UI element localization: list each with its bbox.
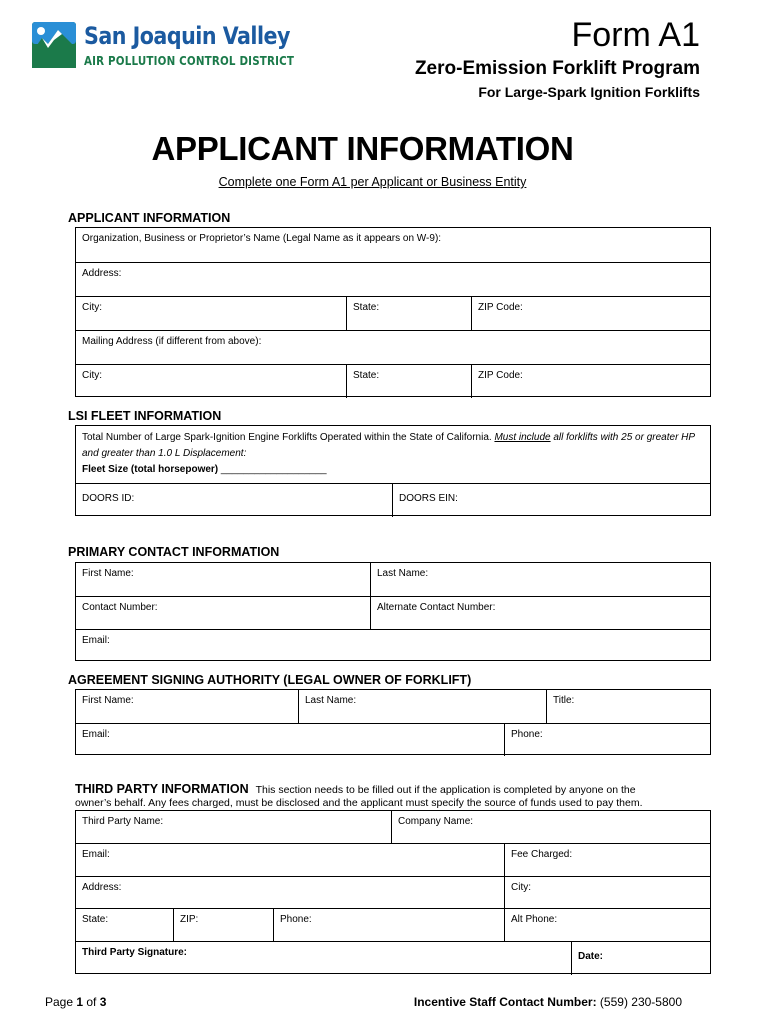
contact-number-field[interactable] — [76, 597, 370, 629]
agreement-phone-label: Phone: — [511, 729, 543, 740]
agreement-row-contact — [76, 723, 710, 756]
mailing-state-field[interactable] — [346, 365, 471, 398]
tp-zip-field[interactable] — [173, 909, 273, 941]
agreement-title-field[interactable] — [546, 690, 710, 723]
primary-table — [75, 562, 711, 661]
primary-last-name-field[interactable] — [370, 563, 710, 596]
tp-date-field[interactable] — [571, 942, 710, 975]
address-field[interactable] — [76, 263, 710, 296]
org-subtitle: AIR POLLUTION CONTROL DISTRICT — [84, 54, 295, 68]
tp-alt-phone-field[interactable] — [504, 909, 710, 941]
applicant-row-city — [76, 296, 710, 330]
mailing-state-label: State: — [353, 370, 380, 381]
agreement-phone-field[interactable] — [504, 724, 710, 756]
tp-row-address — [76, 876, 710, 908]
mailing-address-field[interactable] — [76, 331, 710, 364]
company-name-field[interactable] — [391, 811, 710, 843]
primary-email-field[interactable] — [76, 630, 710, 662]
tp-state-label: State: — [82, 914, 109, 925]
agreement-email-field[interactable] — [76, 724, 504, 756]
doors-ein-field[interactable] — [392, 484, 710, 517]
mailing-city-label: City: — [82, 370, 102, 381]
tp-company-label: Company Name: — [398, 816, 474, 827]
fee-charged-field[interactable] — [504, 844, 710, 876]
agreement-first-name-field[interactable] — [76, 690, 298, 723]
lsi-heading: LSI FLEET INFORMATION — [68, 409, 222, 423]
applicant-row-org — [76, 228, 710, 262]
third-party-heading-line — [75, 782, 636, 796]
agreement-heading: AGREEMENT SIGNING AUTHORITY (LEGAL OWNER OF FORKLIFT) — [68, 673, 472, 687]
page-title: APPLICANT INFORMATION — [151, 130, 574, 167]
primary-first-label: First Name: — [82, 568, 134, 579]
staff-contact — [414, 995, 682, 1009]
tp-address-field[interactable] — [76, 877, 504, 908]
org-name-label: Organization, Business or Proprietor’s Name (Legal Name as it appears on W-9): — [82, 233, 442, 244]
tp-zip-label: ZIP: — [180, 914, 199, 925]
applicant-row-address — [76, 262, 710, 296]
page-prefix: Page — [45, 995, 77, 1009]
agreement-last-label: Last Name: — [305, 695, 357, 706]
form-code: Form A1 — [571, 16, 700, 54]
applicant-row-city2 — [76, 364, 710, 398]
program-subtitle: For Large-Spark Ignition Forklifts — [478, 84, 700, 100]
lsi-row-fleet — [76, 426, 710, 482]
applicant-row-mailing — [76, 330, 710, 364]
tp-email-field[interactable] — [76, 844, 504, 876]
primary-row-email — [76, 629, 710, 662]
district-logo — [32, 22, 295, 72]
program-name: Zero-Emission Forklift Program — [414, 58, 700, 79]
org-name-field[interactable] — [76, 228, 710, 262]
lsi-table — [75, 425, 711, 516]
page-of: of — [83, 995, 100, 1009]
address-label: Address: — [82, 268, 122, 279]
page-total: 3 — [99, 995, 107, 1009]
fleet-size-line: ___________________ — [220, 464, 327, 475]
fleet-size-field[interactable] — [76, 426, 710, 482]
tp-address-label: Address: — [82, 882, 122, 893]
third-party-name-field[interactable] — [76, 811, 391, 843]
city-field[interactable] — [76, 297, 346, 330]
city-label: City: — [82, 302, 102, 313]
tp-phone-field[interactable] — [273, 909, 504, 941]
primary-heading: PRIMARY CONTACT INFORMATION — [68, 545, 280, 559]
tp-row-email — [76, 843, 710, 876]
lsi-text-a: Total Number of Large Spark-Ignition Engine Forklifts Operated within the State of California. — [82, 432, 495, 443]
contact-number-label: Contact Number: — [82, 602, 158, 613]
primary-row-name — [76, 563, 710, 596]
mailing-zip-label: ZIP Code: — [478, 370, 523, 381]
applicant-table — [75, 227, 711, 397]
zip-label: ZIP Code: — [478, 302, 523, 313]
lsi-text-emphasis: Must include — [494, 432, 551, 443]
tp-signature-label: Third Party Signature: — [82, 947, 188, 958]
primary-last-label: Last Name: — [377, 568, 429, 579]
staff-contact-label: Incentive Staff Contact Number: — [413, 995, 597, 1009]
page-indicator — [45, 995, 106, 1009]
tp-state-field[interactable] — [76, 909, 173, 941]
tp-row-name — [76, 811, 710, 843]
agreement-table — [75, 689, 711, 755]
tp-date-label: Date: — [578, 951, 604, 962]
state-label: State: — [353, 302, 380, 313]
zip-field[interactable] — [471, 297, 710, 330]
primary-row-contact — [76, 596, 710, 629]
state-field[interactable] — [346, 297, 471, 330]
org-name: San Joaquin Valley — [84, 22, 290, 50]
agreement-row-name — [76, 690, 710, 723]
agreement-email-label: Email: — [82, 729, 110, 740]
lsi-text-c: all forklifts with 25 or greater HP and greater than 1.0 L Displacement: — [82, 432, 695, 459]
third-party-heading: THIRD PARTY INFORMATION — [75, 782, 249, 796]
tp-name-label: Third Party Name: — [82, 816, 164, 827]
tp-email-label: Email: — [82, 849, 110, 860]
mailing-city-field[interactable] — [76, 365, 346, 398]
tp-city-field[interactable] — [504, 877, 710, 908]
page-number: 1 — [76, 995, 84, 1009]
tp-row-state — [76, 908, 710, 941]
form-instruction: Complete one Form A1 per Applicant or Business Entity — [218, 175, 527, 189]
third-party-note-b: owner’s behalf. Any fees charged, must be disclosed and the applicant must specify the source of funds used to pay them. — [75, 797, 643, 809]
tp-city-label: City: — [511, 882, 531, 893]
tp-fee-label: Fee Charged: — [511, 849, 573, 860]
fleet-size-label: Fleet Size (total horsepower) — [82, 464, 221, 475]
agreement-title-label: Title: — [553, 695, 575, 706]
third-party-note-a: This section needs to be filled out if the application is completed by anyone on the — [255, 784, 636, 796]
mailing-label: Mailing Address (if different from above): — [82, 336, 262, 347]
agreement-first-label: First Name: — [82, 695, 134, 706]
alternate-contact-label: Alternate Contact Number: — [377, 602, 496, 613]
alternate-contact-field[interactable] — [370, 597, 710, 629]
tp-row-signature — [76, 941, 710, 975]
doors-ein-label: DOORS EIN: — [399, 493, 458, 504]
staff-contact-number: (559) 230-5800 — [596, 995, 682, 1009]
third-party-signature-field[interactable] — [76, 942, 571, 975]
tp-phone-label: Phone: — [280, 914, 312, 925]
agreement-last-name-field[interactable] — [298, 690, 546, 723]
tp-alt-phone-label: Alt Phone: — [511, 914, 558, 925]
primary-email-label: Email: — [82, 635, 110, 646]
third-party-table — [75, 810, 711, 974]
mailing-zip-field[interactable] — [471, 365, 710, 398]
doors-id-label: DOORS ID: — [82, 493, 135, 504]
mountain-logo-icon — [32, 22, 76, 68]
applicant-heading: APPLICANT INFORMATION — [68, 211, 231, 225]
primary-first-name-field[interactable] — [76, 563, 370, 596]
doors-id-field[interactable] — [76, 484, 392, 517]
lsi-row-doors — [76, 483, 710, 517]
